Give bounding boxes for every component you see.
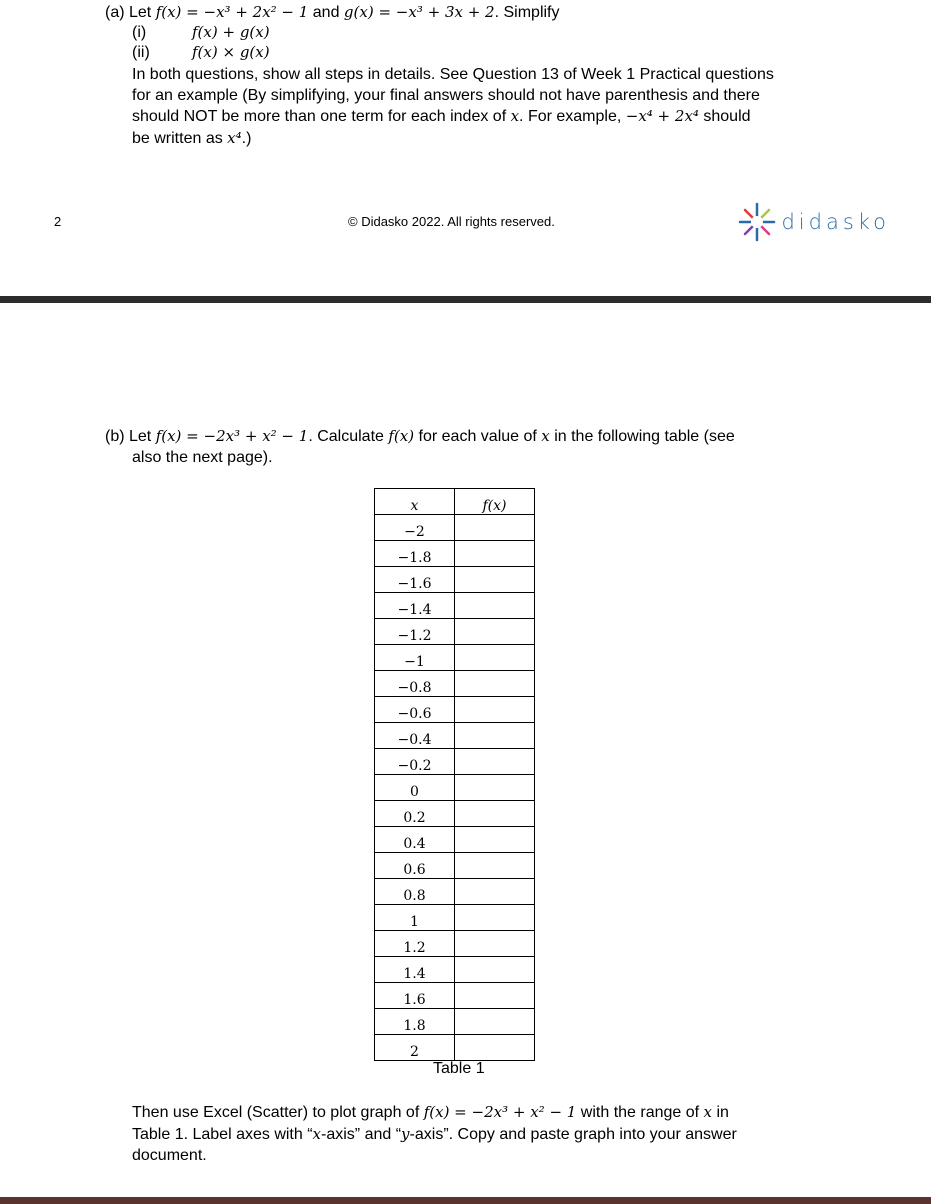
math: f(x) = −2x³ + x² − 1 [155,427,309,445]
x-value: 1.6 [375,983,455,1009]
x-value: −0.4 [375,723,455,749]
instructions-line-4 [132,128,251,149]
x-value: −2 [375,515,455,541]
fx-value-empty [455,775,535,801]
fx-value-empty [455,619,535,645]
fx-value-empty [455,1009,535,1035]
text: .) [241,130,252,147]
values-table [374,488,535,1061]
item-label: (i) [132,24,147,41]
text: and [308,4,344,21]
x-value: 0.2 [375,801,455,827]
table-row [375,931,535,957]
text: for each value of [414,428,542,445]
fx-value-empty [455,567,535,593]
x-value: 0.4 [375,827,455,853]
item-i [132,22,270,43]
fx-value-empty [455,697,535,723]
text: in [712,1104,729,1121]
didasko-logo [737,200,890,244]
part-b-intro [105,426,735,447]
fx-value-empty [455,515,535,541]
fx-value-empty [455,671,535,697]
instructions-line-1: In both questions, show all steps in details. See Question 13 of Week 1 Practical questions [132,66,774,83]
fx-value-empty [455,905,535,931]
table-header-row [375,489,535,515]
item-expr: f(x) + g(x) [192,23,270,41]
then-line-2 [132,1124,737,1145]
math: f(x) [388,427,415,445]
item-expr: f(x) × g(x) [192,43,270,61]
table-row [375,905,535,931]
text: should NOT be more than one term for each index of [132,108,511,125]
part-a-intro [105,2,560,23]
math: x [541,427,550,445]
item-label: (ii) [132,44,150,61]
x-value: 0 [375,775,455,801]
text: . Calculate [308,428,389,445]
x-value: −1.6 [375,567,455,593]
x-value: 1 [375,905,455,931]
math: f(x) = −2x³ + x² − 1 [423,1103,577,1121]
header-x: x [375,489,455,515]
fx-value-empty [455,749,535,775]
text: . Simplify [494,4,560,21]
table-row [375,801,535,827]
fx-value-empty [455,593,535,619]
table-row [375,541,535,567]
math: x⁴ [227,129,242,147]
text: -axis”. Copy and paste graph into your answer [409,1126,737,1143]
table-row [375,567,535,593]
x-value: 0.8 [375,879,455,905]
text: (a) Let [105,4,156,21]
fx-value-empty [455,541,535,567]
text: be written as [132,130,228,147]
text: -axis” and “ [321,1126,402,1143]
fx-value-empty [455,801,535,827]
then-line-1 [132,1102,729,1123]
table-caption: Table 1 [433,1060,485,1077]
fx-value-empty [455,957,535,983]
x-value: 0.6 [375,853,455,879]
page-number: 2 [54,214,62,229]
text: with the range of [576,1104,704,1121]
instructions-line-2: for an example (By simplifying, your final answers should not have parenthesis and there [132,87,760,104]
fx-value-empty [455,931,535,957]
table-row [375,723,535,749]
x-value: −1.8 [375,541,455,567]
table-row [375,853,535,879]
table-row [375,1009,535,1035]
table-row [375,1035,535,1061]
page-bottom-bar [0,1197,931,1204]
x-value: 1.4 [375,957,455,983]
logo-burst-icon [737,200,777,244]
instructions-line-3 [132,106,751,127]
table-row [375,697,535,723]
text: (b) Let [105,428,156,445]
fx-value-empty [455,879,535,905]
then-line-3: document. [132,1147,207,1164]
fx-value-empty [455,853,535,879]
item-ii [132,42,270,63]
fx-value-empty [455,983,535,1009]
x-value: −1 [375,645,455,671]
table-row [375,515,535,541]
fx-value-empty [455,645,535,671]
math: y [401,1125,410,1143]
text: . For example, [519,108,626,125]
x-value: 2 [375,1035,455,1061]
math: x [510,107,520,125]
text: Table 1. Label axes with “ [132,1126,313,1143]
fx-value-empty [455,1035,535,1061]
page-divider [0,296,931,303]
table-row [375,671,535,697]
math-g: g(x) = −x³ + 3x + 2 [343,3,495,21]
table-row [375,645,535,671]
table-row [375,593,535,619]
copyright: © Didasko 2022. All rights reserved. [348,214,555,229]
text: should [698,108,751,125]
math: −x⁴ + 2x⁴ [625,107,699,125]
part-b-intro-2: also the next page). [132,449,273,466]
x-value: −0.2 [375,749,455,775]
table-row [375,775,535,801]
table-row [375,749,535,775]
math-f: f(x) = −x³ + 2x² − 1 [155,3,309,21]
table-row [375,619,535,645]
x-value: −0.8 [375,671,455,697]
x-value: −0.6 [375,697,455,723]
table-row [375,957,535,983]
x-value: −1.4 [375,593,455,619]
fx-value-empty [455,827,535,853]
math: x [703,1103,712,1121]
text: in the following table (see [549,428,735,445]
table-row [375,827,535,853]
math: x [312,1125,322,1143]
x-value: 1.8 [375,1009,455,1035]
logo-text: didasko [781,210,891,234]
text: Then use Excel (Scatter) to plot graph of [132,1104,424,1121]
header-fx: f(x) [455,489,535,515]
fx-value-empty [455,723,535,749]
x-value: 1.2 [375,931,455,957]
table-row [375,879,535,905]
table-row [375,983,535,1009]
x-value: −1.2 [375,619,455,645]
